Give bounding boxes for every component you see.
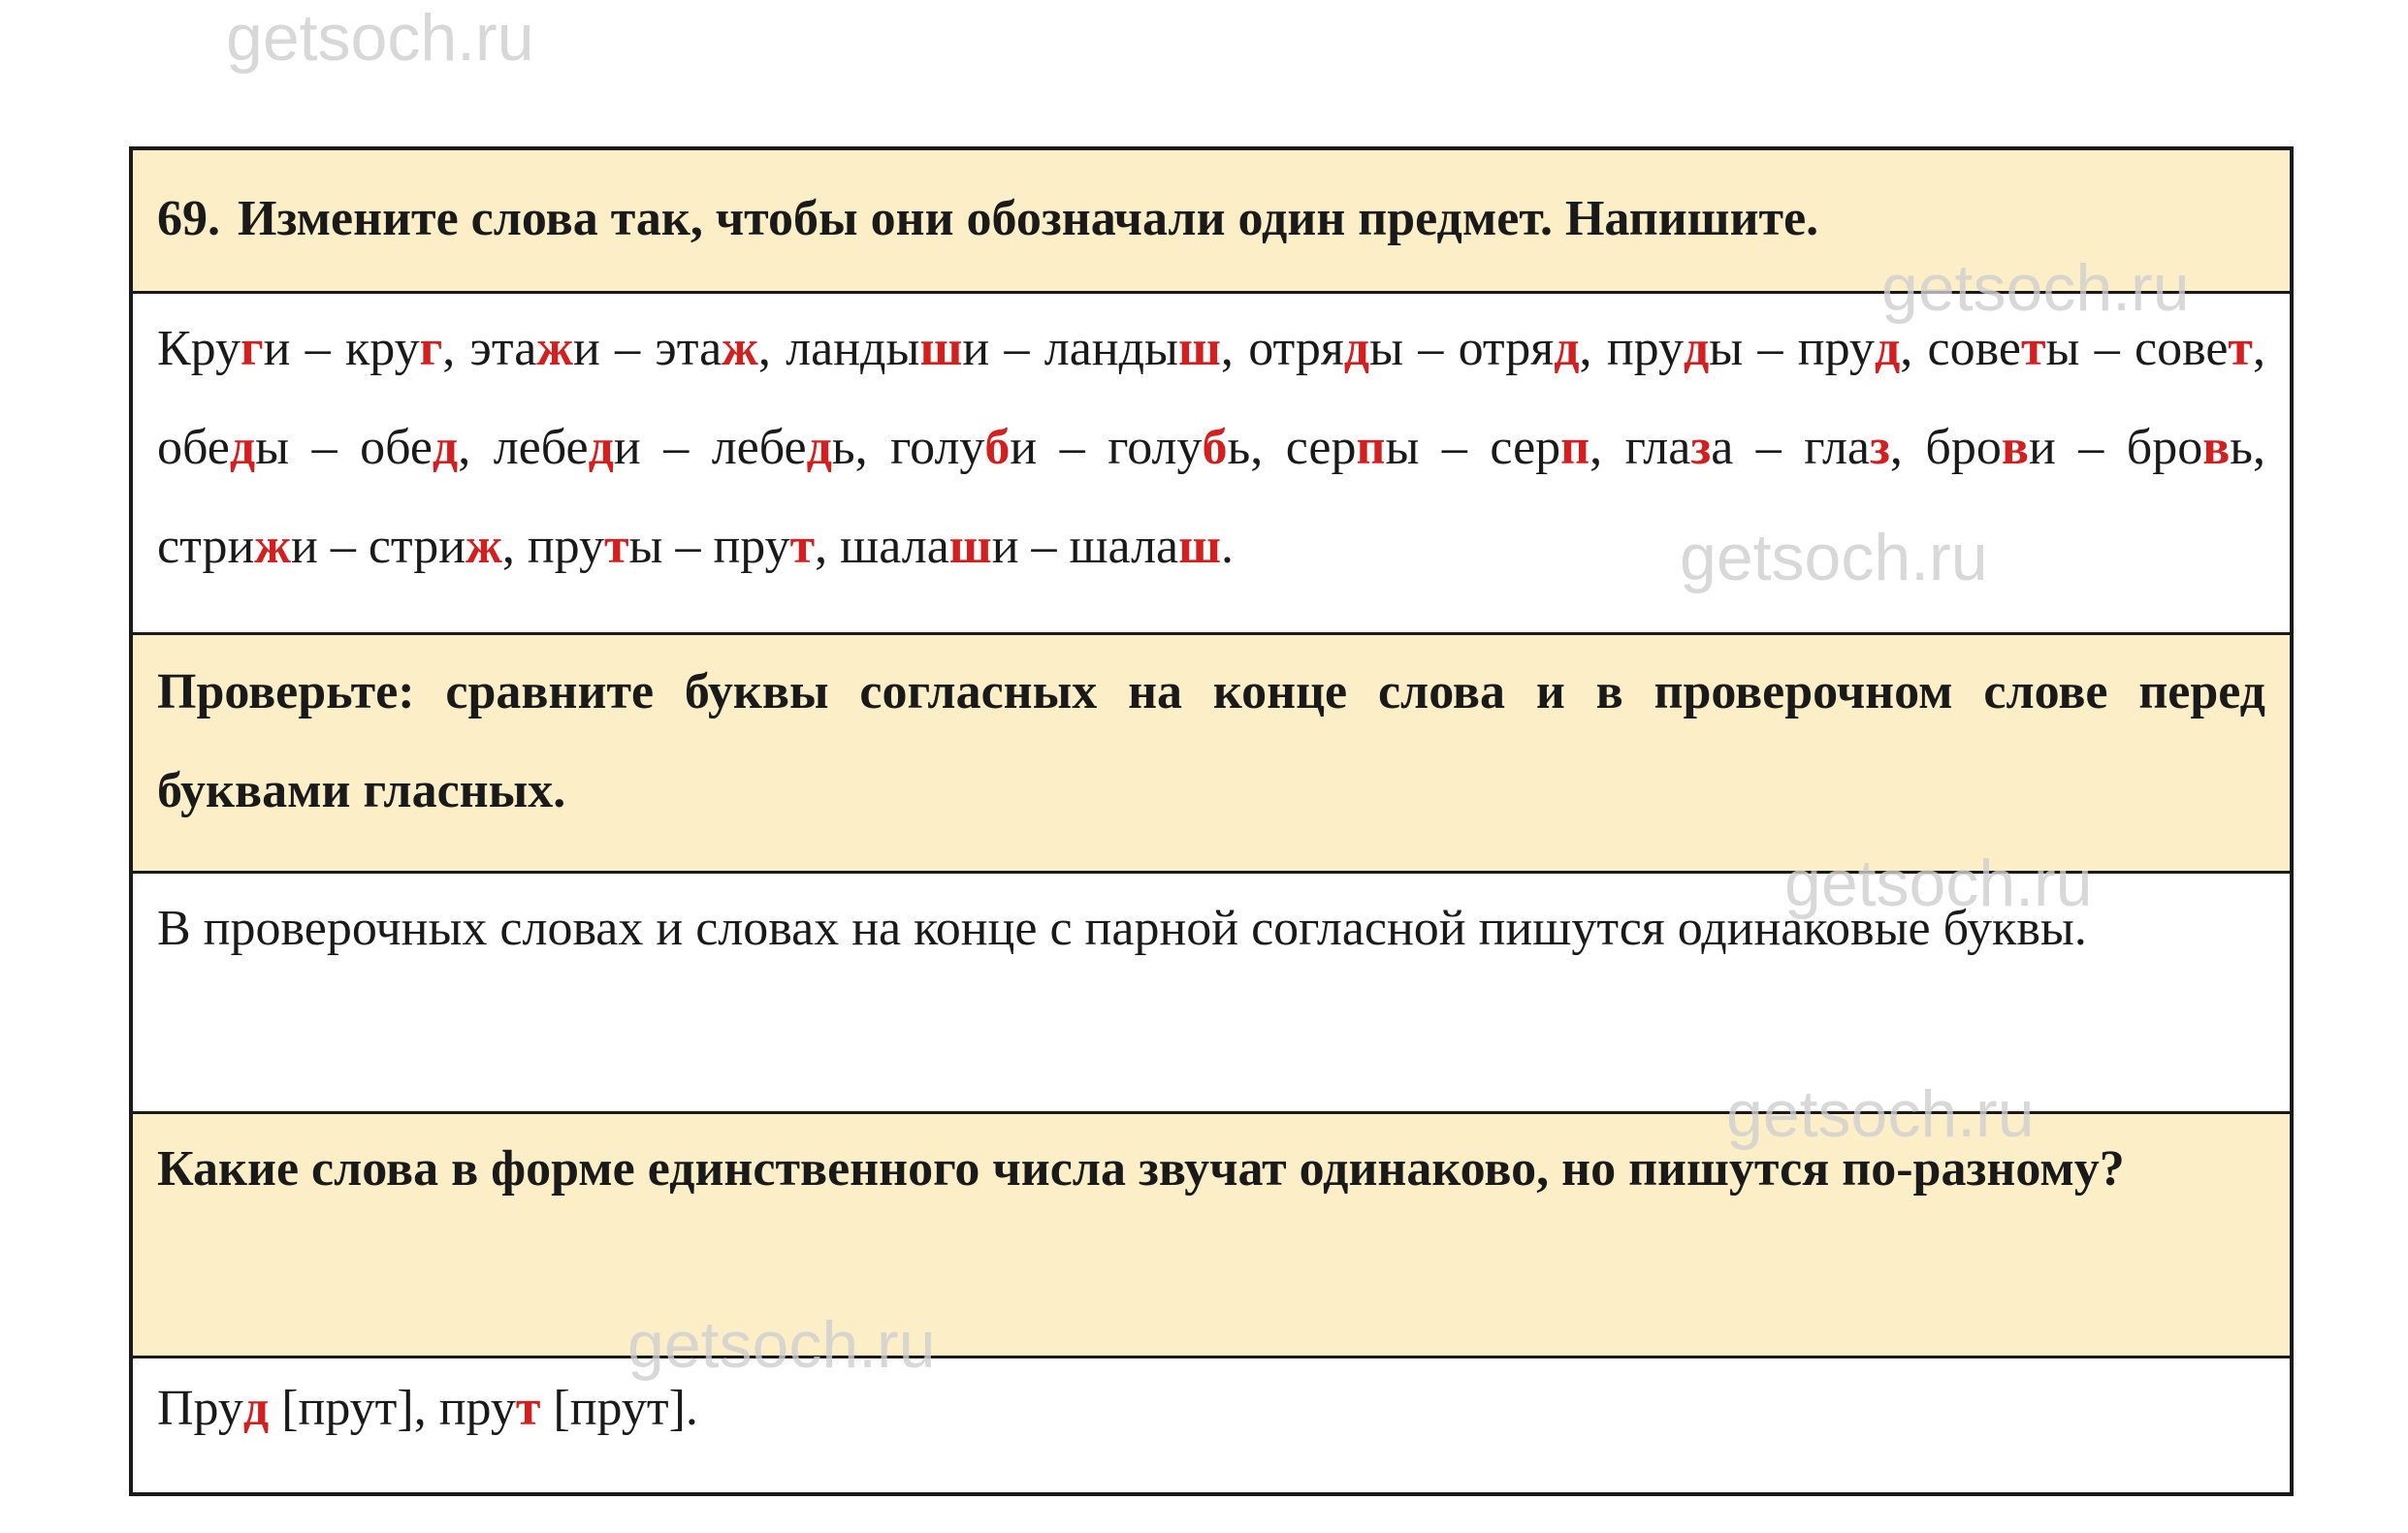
answer-text-fragment: ы – отря — [1369, 321, 1555, 376]
watermark: getsoch.ru — [226, 1, 534, 75]
answer-text-fragment: , лебе — [458, 420, 589, 475]
answer-text-fragment: , сове — [1900, 321, 2021, 376]
highlighted-letter: д — [806, 420, 832, 475]
answer-text-fragment: [прут], пру — [269, 1381, 516, 1436]
check-instruction — [133, 632, 2290, 871]
answer-text-fragment: и – эта — [573, 321, 722, 376]
answer-text-fragment: и – лебе — [613, 420, 807, 475]
question-homophones — [133, 1111, 2290, 1356]
answer-text-fragment: и – голу — [1010, 420, 1203, 475]
answer-rule — [133, 871, 2290, 1111]
answer-text-fragment: [прут]. — [540, 1381, 698, 1436]
answer-text-fragment: , пру — [501, 519, 604, 574]
highlighted-letter: п — [1356, 420, 1386, 475]
highlighted-letter: т — [2020, 321, 2046, 376]
highlighted-letter: в — [2202, 420, 2231, 475]
answer-text-fragment: ы – пру — [1709, 321, 1875, 376]
highlighted-letter: д — [588, 420, 614, 475]
highlighted-letter: ж — [722, 321, 758, 376]
answer-text-fragment: , шала — [815, 519, 949, 574]
answer-text-fragment: а – гла — [1711, 420, 1871, 475]
highlighted-letter: т — [603, 519, 629, 574]
answer-text-fragment: , эта — [442, 321, 537, 376]
answer-text-fragment: ь, стри — [157, 420, 2266, 574]
highlighted-letter: ш — [919, 321, 963, 376]
highlighted-letter: д — [242, 1381, 270, 1436]
highlighted-letter: ш — [1178, 519, 1222, 574]
answer-text-fragment: ы – сер — [1385, 420, 1561, 475]
highlighted-letter: д — [1554, 321, 1580, 376]
answer-text-fragment: , ланды — [757, 321, 920, 376]
answer-text-fragment: и – стри — [291, 519, 466, 574]
answer-text-fragment: и – бро — [2028, 420, 2203, 475]
check-text: Проверьте: сравните буквы согласных на конце слова и в проверочном слове перед буквами гласных. — [157, 664, 2265, 818]
highlighted-letter: ш — [948, 519, 992, 574]
answer-text-fragment: ь, голу — [831, 420, 985, 475]
exercise-table — [129, 146, 2294, 1496]
watermark: getsoch.ru — [627, 1308, 936, 1382]
highlighted-letter: т — [515, 1381, 541, 1436]
highlighted-letter: ж — [536, 321, 573, 376]
highlighted-letter: з — [1690, 420, 1712, 475]
highlighted-letter: г — [241, 321, 264, 376]
answer-text-fragment: и – шала — [991, 519, 1179, 574]
answer-text-fragment: , гла — [1589, 420, 1691, 475]
answer-homophones — [133, 1356, 2290, 1492]
task-title: Измените слова так, чтобы они обозначали один предмет. Напишите. — [238, 191, 1819, 246]
watermark: getsoch.ru — [1680, 521, 1988, 594]
highlighted-letter: з — [1870, 420, 1890, 475]
highlighted-letter: д — [1874, 321, 1901, 376]
question-text: Какие слова в форме единственного числа звучат одинаково, но пишутся по-разному? — [157, 1141, 2125, 1197]
highlighted-letter: д — [229, 420, 256, 475]
highlighted-letter: б — [984, 420, 1011, 475]
watermark: getsoch.ru — [1784, 846, 2093, 920]
answer-text-fragment: , отря — [1220, 321, 1344, 376]
answer-text-fragment: и – кру — [263, 321, 420, 376]
highlighted-letter: ж — [466, 519, 502, 574]
task-number: 69. — [157, 191, 220, 246]
watermark: getsoch.ru — [1881, 251, 2190, 325]
task-header — [133, 150, 2290, 291]
answer-words — [133, 291, 2290, 632]
answer-text-fragment: , пру — [1579, 321, 1684, 376]
highlighted-letter: т — [789, 519, 816, 574]
answer-text-fragment: ы – обе — [255, 420, 433, 475]
answer-text-fragment: и – ланды — [962, 321, 1178, 376]
highlighted-letter: ж — [254, 519, 291, 574]
highlighted-letter: д — [432, 420, 459, 475]
highlighted-letter: в — [2001, 420, 2029, 475]
highlighted-letter: ш — [1178, 321, 1221, 376]
highlighted-letter: п — [1560, 420, 1590, 475]
answer-text-fragment: ы – сове — [2045, 321, 2229, 376]
highlighted-letter: б — [1202, 420, 1228, 475]
highlighted-letter: г — [419, 321, 443, 376]
answer-text-fragment: , бро — [1889, 420, 2002, 475]
answer-rule-text: В проверочных словах и словах на конце с парной согласной пишутся одинаковые буквы. — [157, 901, 2087, 956]
answer-text-fragment: Пру — [157, 1381, 243, 1436]
highlighted-letter: т — [2228, 321, 2253, 376]
answer-text-fragment: ы – пру — [628, 519, 790, 574]
answer-text-fragment: , обе — [157, 321, 2265, 475]
answer-text-fragment: . — [1221, 519, 1235, 574]
watermark: getsoch.ru — [1726, 1077, 2035, 1151]
highlighted-letter: д — [1683, 321, 1710, 376]
answer-text-fragment: ь, сер — [1227, 420, 1357, 475]
highlighted-letter: д — [1343, 321, 1370, 376]
answer-text-fragment: Кру — [157, 321, 241, 376]
